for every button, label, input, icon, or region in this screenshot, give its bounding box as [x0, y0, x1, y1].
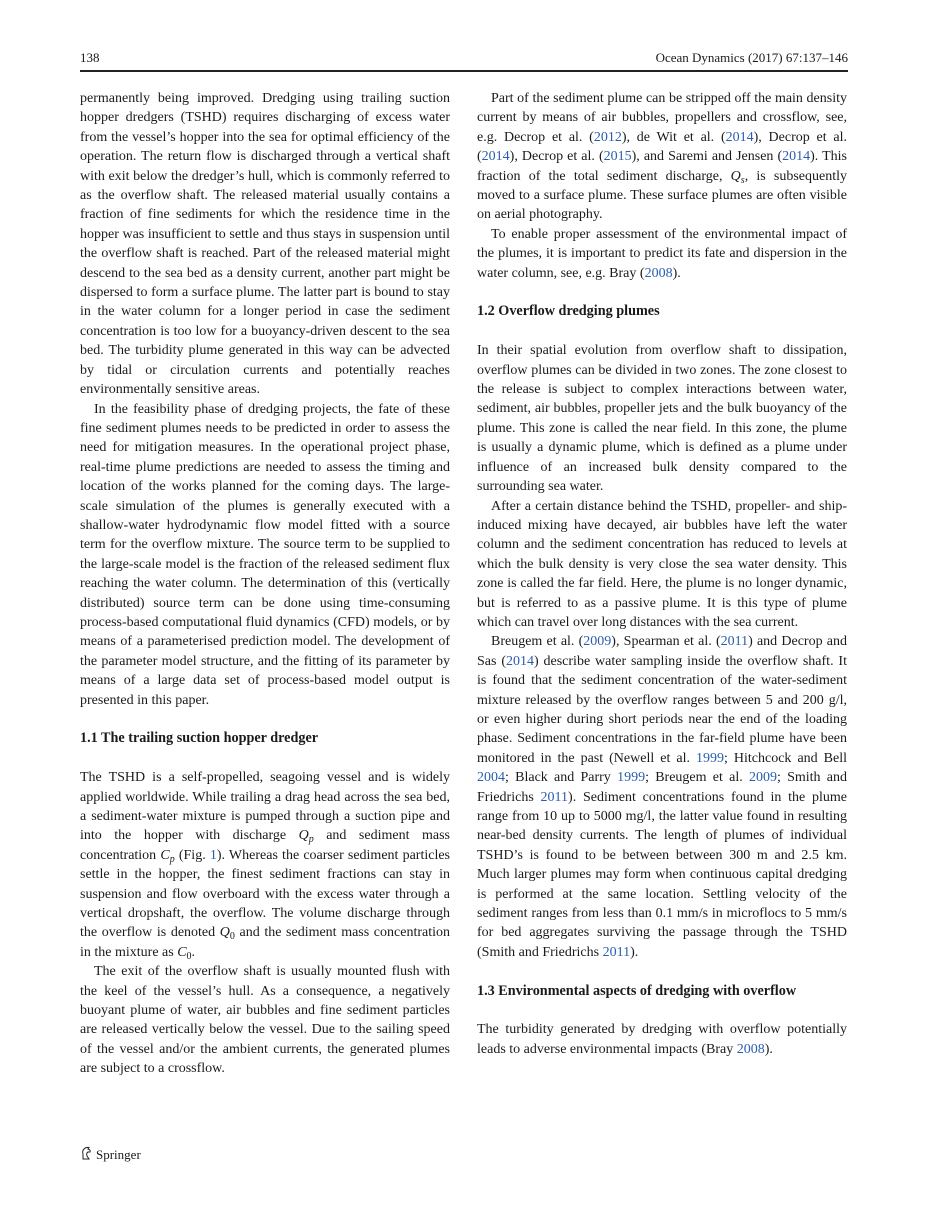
text-run: ; Hitchcock and Bell [724, 750, 848, 766]
citation-link[interactable]: 2008 [736, 1041, 765, 1057]
paragraph [80, 89, 450, 400]
left-column [80, 89, 450, 1079]
paragraph [80, 768, 450, 962]
paragraph [477, 1020, 847, 1059]
citation-link[interactable]: 1999 [696, 750, 724, 766]
math-variable: C [177, 944, 187, 960]
math-subscript: p [169, 853, 175, 865]
math-symbol [177, 945, 191, 960]
text-run: (Fig. [174, 847, 210, 863]
paragraph [477, 225, 847, 283]
math-subscript: p [308, 834, 314, 846]
header-rule [80, 70, 848, 72]
citation-link[interactable]: 2015 [603, 149, 632, 165]
page-number: 138 [80, 50, 100, 65]
math-symbol [160, 848, 174, 863]
math-symbol [298, 828, 314, 846]
text-run: Breugem et al. ( [491, 634, 584, 650]
text-run: The exit of the overflow shaft is usually mounted flush with the keel of the vessel’s hull. As a consequence, a negatively buoyant plume of water, air bubbles and fine sediment particles are released vertically below the vessel. Due to the sailing speed of the vessel and/or the ambient currents, the generated plumes are subject to a crossflow. [80, 964, 450, 1077]
text-run: ; Black and Parry [505, 770, 618, 786]
text-run: ), Decrop et al. ( [477, 129, 847, 165]
text-run: ), de Wit et al. ( [621, 129, 726, 145]
paragraph [80, 400, 450, 711]
footer [80, 1146, 141, 1164]
text-run: ), Decrop et al. ( [509, 149, 604, 165]
publisher-name: Springer [96, 1147, 141, 1162]
text-run: and sediment mass concentration [80, 828, 450, 863]
citation-link[interactable]: 2014 [481, 149, 510, 165]
math-subscript: 0 [229, 931, 235, 943]
citation-link[interactable]: 2009 [583, 634, 612, 650]
citation-link[interactable]: 2012 [593, 129, 622, 145]
citation-link[interactable]: 2014 [782, 149, 811, 165]
text-run: , is subsequently moved to a surface plume. These surface plumes are often visible on aerial photography. [477, 168, 847, 223]
springer-logo-icon [80, 1146, 93, 1164]
citation-link[interactable]: 2011 [720, 634, 749, 650]
math-symbol [731, 169, 745, 184]
journal-citation: Ocean Dynamics (2017) 67:137–146 [655, 50, 848, 65]
citation-link[interactable]: 2014 [505, 653, 534, 669]
paragraph [477, 89, 847, 225]
citation-link[interactable]: 2004 [477, 770, 505, 786]
text-run: ). [672, 265, 681, 281]
text-run: After a certain distance behind the TSHD, propeller- and ship-induced mixing have decayed, air bubbles have left the water column and the sediment concentration has reduced to levels at which the bulk density is very close the sea water density. This zone is called the far field. Here, the plume is no longer dynamic, but is referred to as a passive plume. It is this type of plume which can travel over long distances with the sea current. [477, 498, 847, 630]
text-run: ; Smith and Friedrichs [477, 770, 847, 805]
text-run: ). Sediment concentrations found in the plume range from 10 up to 5000 mg/l, the latter value found in resulting near-bed density currents. The length of plumes of individual TSHD’s is found to be between between 300 m and 2.5 km. Much larger plumes may form when continuous capital dredging is performed at the same location. Settling velocity of the sediment ranges from less than 0.1 mm/s in microflocs to 5 mm/s for bed aggregates surviving the passage through the TSHD (Smith and Friedrichs [477, 789, 848, 960]
math-variable: Q [730, 168, 741, 184]
right-column [477, 89, 847, 1059]
text-run: ), Spearman et al. ( [611, 634, 721, 650]
paragraph [80, 962, 450, 1078]
citation-link[interactable]: 2014 [725, 129, 754, 145]
text-run: . [191, 944, 196, 960]
text-run: In their spatial evolution from overflow shaft to dissipation, overflow plumes can be divided in two zones. The zone closest to the release is subject to complex interactions between water, sediment, air bubbles, propeller jets and the bulk buoyancy of the plume. This zone is called the near field. In this zone, the plume is usually a dynamic plume, which is defined as a plume under influence of an increased bulk density compared to the surrounding sea water. [477, 343, 847, 495]
text-run: ). [764, 1041, 773, 1057]
text-run: In the feasibility phase of dredging projects, the fate of these fine sediment plumes needs to be predicted in order to assess the need for mitigation measures. In the operational project phase, real-time plume predictions are needed to assess the timing and location of the works planned for the coming days. The large-scale simulation of the plumes is generally executed with a shallow-water hydrodynamic flow model fitted with a source term for the overflow mixture. The source term to be supplied to the large-scale model is the fraction of the released sediment flux reaching the water column. The determination of this (vertically distributed) source term can be done using time-consuming process-based computational fluid dynamics (CFD) models, or by means of a parameterised prediction model. The development of the parameter model structure, and the fitting of its parameter by means of a large data set of process-based model output is presented in this paper. [80, 401, 450, 708]
text-run: ). [630, 944, 639, 960]
section-heading: 1.3 Environmental aspects of dredging with overflow [477, 982, 797, 999]
text-run: ) describe water sampling inside the overflow shaft. It is found that the sediment concentration of the water-sediment mixture released by the overflow ranges between 5 and 200 g/l, or even higher during short periods near the end of the loading phase. Sediment concentrations in the far-field plume have been monitored in the past (Newell et al. [477, 653, 847, 766]
text-run: ). Whereas the coarser sediment particles settle in the hopper, the finest sediment fractions can stay in suspension and flow overboard with the excess water through a vertical dropshaft, the overflow. The volume discharge through the overflow is denoted [80, 847, 451, 941]
text-run: The TSHD is a self-propelled, seagoing vessel and is widely applied worldwide. While trailing a drag head across the sea bed, a sediment-water mixture is pumped through a suction pipe and into the hopper with discharge [80, 770, 450, 844]
citation-link[interactable]: 2011 [602, 944, 631, 960]
citation-link[interactable]: 1999 [617, 770, 646, 786]
math-subscript: 0 [186, 950, 192, 962]
paragraph [477, 632, 847, 962]
text-run: To enable proper assessment of the environmental impact of the plumes, it is important to predict its fate and dispersion in the water column, see, e.g. Bray ( [477, 226, 847, 281]
math-variable: Q [298, 828, 309, 844]
citation-link[interactable]: 2008 [644, 265, 673, 281]
text-run: The turbidity generated by dredging with overflow potentially leads to adverse environmental impacts (Bray [477, 1022, 847, 1057]
paragraph [477, 341, 847, 496]
math-variable: Q [219, 925, 230, 941]
citation-link[interactable]: 2011 [540, 789, 569, 805]
math-variable: C [160, 847, 170, 863]
citation-link[interactable]: 1 [209, 847, 217, 863]
math-subscript: s [740, 174, 745, 186]
math-symbol [219, 925, 235, 943]
text-run: ), and Saremi and Jensen ( [631, 149, 783, 165]
text-run: ). This fraction of the total sediment discharge, [477, 149, 847, 184]
citation-link[interactable]: 2009 [748, 770, 777, 786]
text-run: and the sediment mass concentration in the mixture as [80, 925, 450, 960]
text-run: Part of the sediment plume can be stripped off the main density current by means of air bubbles, propellers and crossflow, see, e.g. Decrop et al. ( [477, 91, 847, 145]
text-run: ) and Decrop and Sas ( [477, 634, 848, 669]
section-heading: 1.1 The trailing suction hopper dredger [80, 730, 319, 747]
text-run: ; Breugem et al. [645, 770, 749, 786]
section-heading: 1.2 Overflow dredging plumes [477, 303, 660, 320]
paragraph [477, 497, 847, 633]
text-run: permanently being improved. Dredging using trailing suction hopper dredgers (TSHD) requires discharging of excess water from the vessel’s hopper into the sea for optimal efficiency of the operation. The return flow is discharged through a vertical shaft with exit below the dredger’s hull, which is commonly referred to as the overflow shaft. The released material usually contains a fraction of fine sediments for which the residence time in the hopper was insufficient to settle and thus stays in suspension until the overflow shaft is reached. Part of the released material might descend to the sea bed as a density current, another part might be dispersed to form a surface plume. The latter part is bound to stay in the water column for a longer period in case the sediment concentration is too low for a buoyancy-driven descent to the sea bed. The turbidity plume generated in this way can be advected by tidal or circulation currents and potentially reaches environmentally sensitive areas. [80, 91, 450, 398]
